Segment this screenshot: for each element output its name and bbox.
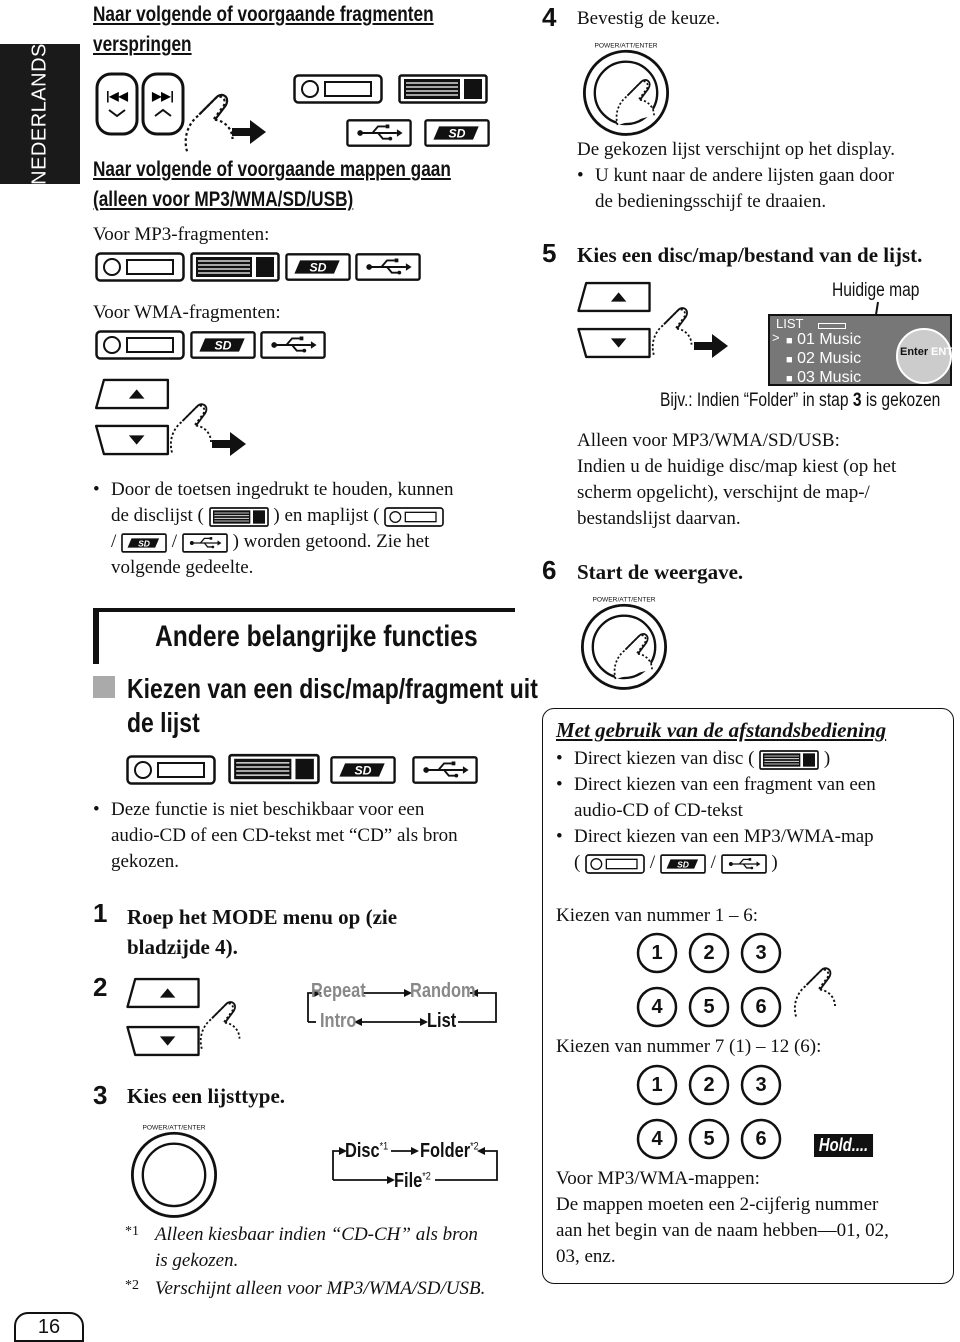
finger-icon [790, 964, 850, 1024]
next-button [143, 74, 183, 134]
confirm-note [577, 137, 957, 215]
control-knob-icon [122, 1120, 226, 1224]
key-1: 1 [636, 1064, 678, 1106]
display-item: ■ 02 Music [786, 350, 862, 367]
display-item: ■ 03 Music [786, 369, 862, 386]
remote-item-folder-line1: • Direct kiezen van een MP3/WMA-map [556, 824, 946, 850]
language-label: NEDERLANDS [28, 43, 51, 185]
wma-label: Voor WMA-fragmenten: [93, 302, 281, 323]
remote-item-folder-line2: ( / / ) [574, 852, 778, 873]
changer-source-icon [209, 506, 269, 528]
usb-source-icon [355, 252, 421, 282]
usb-source-icon [346, 118, 412, 148]
unavailable-line1: • Deze functie is niet beschikbaar voor een [93, 797, 523, 823]
unavailable-line2: audio-CD of een CD-tekst met “CD” als bron [111, 825, 458, 846]
footnote2: Verschijnt alleen voor MP3/WMA/SD/USB. [155, 1278, 486, 1299]
only-line4: bestandslijst daarvan. [577, 508, 741, 529]
list-folder: Folder$^{*2}$ [420, 1140, 479, 1162]
up-button-icon [575, 280, 653, 314]
heading-skip-tracks [93, 0, 478, 60]
key-5: 5 [688, 986, 730, 1028]
enter-knob-icon: Enter ENT [896, 328, 952, 384]
step4-text: Bevestig de keuze. [577, 8, 720, 29]
page-number: 16 [14, 1312, 84, 1342]
cd-source-icon [293, 74, 383, 104]
key-2: 2 [688, 1064, 730, 1106]
display-list-label: LIST [776, 316, 804, 331]
hold-keys-line3: / / ) worden getoond. Zie het [111, 531, 430, 552]
remote-list [556, 746, 946, 876]
current-folder-label: Huidige map [832, 280, 920, 301]
remote-item-track-line2: audio-CD of CD-tekst [574, 800, 743, 821]
cd-source-icon [95, 330, 185, 360]
key-4: 4 [636, 986, 678, 1028]
usb-source-icon [260, 330, 326, 360]
mode-list: List [427, 1010, 457, 1032]
mp3-folders-line2: De mappen moeten een 2-cijferig nummer [556, 1194, 879, 1215]
heading-skip-tracks-line1: Naar volgende of voorgaande fragmenten [93, 3, 434, 26]
sd-source-icon [424, 118, 490, 148]
step4-number: 4 [542, 2, 557, 32]
hold-keys-line1: • Door de toetsen ingedrukt te houden, kunnen [93, 477, 523, 503]
step1-text [127, 902, 397, 962]
down-button-icon [93, 422, 171, 458]
key-6: 6 [740, 1118, 782, 1160]
svg-text:|◀◀: |◀◀ [106, 89, 128, 103]
sd-source-icon [121, 532, 167, 554]
finger-icon [612, 76, 668, 132]
footnote1-mark: *1 [125, 1224, 139, 1239]
only-mp3-note [577, 428, 957, 532]
subsection-title-line1: Kiezen van een disc/map/fragment uit [127, 673, 538, 704]
prev-button [97, 74, 137, 134]
step2-number: 2 [93, 972, 108, 1002]
step1-line2: bladzijde 4). [127, 935, 238, 959]
language-tab [0, 44, 80, 184]
hold-keys-line2: de disclijst ( ) en maplijst ( [93, 503, 523, 529]
subsection-marker [93, 676, 115, 698]
sd-source-icon [285, 252, 351, 282]
cd-source-icon [384, 506, 444, 528]
hold-badge: Hold.... [814, 1134, 873, 1157]
keypad-7-12 [636, 1064, 796, 1160]
choose-1-6-label: Kiezen van nummer 1 – 6: [556, 905, 759, 926]
remote-item-disc: • Direct kiezen van disc ( ) [556, 746, 946, 772]
step3-number: 3 [93, 1080, 108, 1110]
mode-random: Random [410, 980, 476, 1002]
only-line2: Indien u de huidige disc/map kiest (op het [577, 456, 897, 477]
usb-source-icon [182, 532, 228, 554]
heading-skip-folders [93, 155, 478, 215]
unavailable-line3: gekozen. [111, 851, 180, 872]
key-1: 1 [636, 932, 678, 974]
step1-line1: Roep het MODE menu op (zie [127, 905, 398, 929]
example-caption: Bijv.: Indien “Folder” in stap 3 is gekozen [660, 390, 941, 411]
footnote1-line2: is gekozen. [155, 1250, 239, 1271]
mode-intro: Intro [320, 1010, 357, 1032]
arrow-right-icon [694, 334, 728, 358]
footnote2-mark: *2 [125, 1278, 139, 1293]
sd-source-icon [190, 330, 256, 360]
key-4: 4 [636, 1118, 678, 1160]
mp3-folders-line3: aan het begin van de naam hebben—01, 02, [556, 1220, 889, 1241]
svg-text:▶▶|: ▶▶| [152, 89, 174, 103]
keypad-1-6 [636, 932, 796, 1028]
mp3-folders-line4: 03, enz. [556, 1246, 616, 1267]
up-button-icon [124, 976, 202, 1010]
choose-7-12-label: Kiezen van nummer 7 (1) – 12 (6): [556, 1036, 822, 1057]
sd-source-icon [660, 853, 706, 875]
remote-item-track-line1: • Direct kiezen van een fragment van een [556, 772, 946, 798]
changer-source-icon [759, 749, 819, 771]
display-scroll-indicator [818, 323, 846, 329]
usb-source-icon [721, 853, 767, 875]
key-3: 3 [740, 932, 782, 974]
step1-number: 1 [93, 898, 108, 928]
remote-title: Met gebruik van de afstandsbediening [556, 718, 887, 742]
changer-source-icon [228, 752, 320, 786]
sd-source-icon [330, 754, 396, 786]
subsection-title [127, 672, 538, 740]
arrow-right-icon [212, 432, 246, 456]
cd-source-icon [95, 252, 185, 282]
subsection-title-line2: de lijst [127, 707, 200, 738]
key-2: 2 [688, 932, 730, 974]
display-screen [768, 314, 952, 386]
confirm-bullet-line2: de bedieningsschijf te draaien. [595, 191, 827, 212]
step6-number: 6 [542, 555, 557, 585]
heading-skip-folders-line1: Naar volgende of voorgaande mappen gaan [93, 158, 451, 181]
usb-source-icon [412, 754, 478, 786]
footnote1-line1: Alleen kiesbaar indien “CD-CH” als bron [155, 1224, 478, 1245]
heading-skip-tracks-line2: verspringen [93, 33, 192, 56]
hold-keys-note [93, 477, 523, 581]
hold-keys-line4: volgende gedeelte. [111, 557, 254, 578]
finger-icon [196, 998, 254, 1056]
changer-source-icon [190, 252, 280, 282]
cd-source-icon [126, 754, 216, 786]
section-title: Andere belangrijke functies [155, 620, 478, 653]
mp3-folders-line1: Voor MP3/WMA-mappen: [556, 1168, 760, 1189]
step6-text: Start de weergave. [577, 560, 744, 584]
step5-text: Kies een disc/map/bestand van de lijst. [577, 243, 923, 267]
display-list [786, 331, 861, 388]
only-line1: Alleen voor MP3/WMA/SD/USB: [577, 430, 840, 451]
list-disc: Disc$^{*1}$ [345, 1140, 389, 1162]
up-button-icon [93, 376, 171, 412]
confirm-line1: De gekozen lijst verschijnt op het display. [577, 139, 895, 160]
arrow-right-icon [232, 120, 266, 144]
footnote1 [155, 1222, 478, 1274]
down-button-icon [575, 326, 653, 360]
mp3-label: Voor MP3-fragmenten: [93, 224, 270, 245]
changer-source-icon [398, 74, 488, 104]
mp3-folders-note [556, 1166, 946, 1270]
display-item: ■ 01 Music [786, 331, 862, 348]
finger-icon [610, 630, 666, 686]
list-file: File$^{*2}$ [394, 1170, 431, 1192]
only-line3: scherm opgelicht), verschijnt de map-/ [577, 482, 870, 503]
function-unavailable-note [93, 797, 523, 875]
key-6: 6 [740, 986, 782, 1028]
down-button-icon [124, 1024, 202, 1058]
heading-skip-folders-line2: (alleen voor MP3/WMA/SD/USB) [93, 188, 354, 211]
step5-number: 5 [542, 238, 557, 268]
key-5: 5 [688, 1118, 730, 1160]
cd-source-icon [585, 853, 645, 875]
step3-text: Kies een lijsttype. [127, 1084, 286, 1108]
display-cursor: > [772, 330, 780, 345]
confirm-bullet-line1: • U kunt naar de andere lijsten gaan door [577, 163, 957, 189]
key-3: 3 [740, 1064, 782, 1106]
mode-repeat: Repeat [311, 980, 366, 1002]
